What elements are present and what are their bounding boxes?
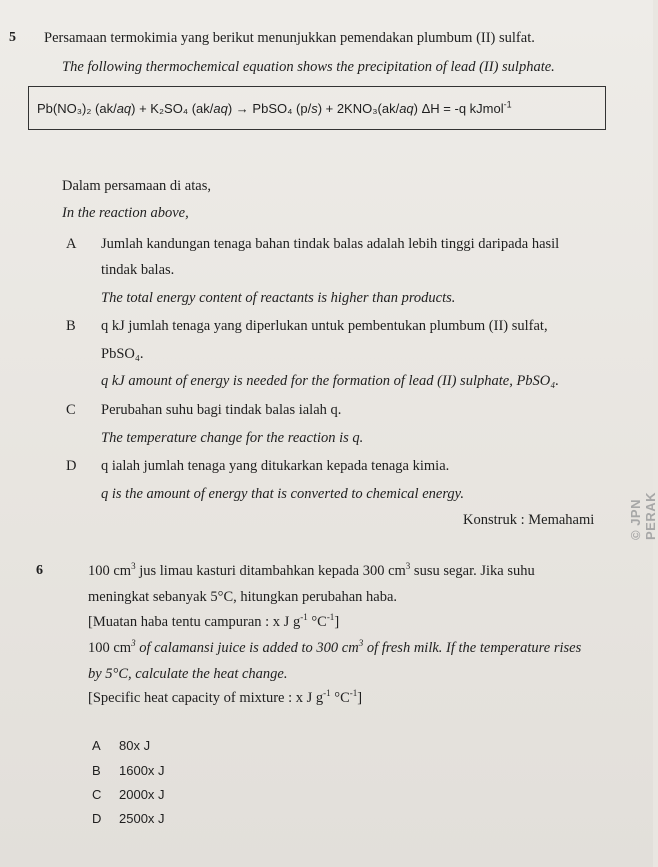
eq-aq-2: aq bbox=[213, 101, 228, 116]
q6-volume-juice: 100 cm bbox=[88, 563, 132, 579]
q5-option-b-malay-1: q kJ jumlah tenaga yang diperlukan untuk pembentukan plumbum (II) sulfat, bbox=[101, 318, 548, 334]
q6-eng-text-3b: °C bbox=[330, 690, 350, 706]
q6-eng-text-3a: [Specific heat capacity of mixture : x J g bbox=[88, 690, 324, 706]
eq-aq-1: aq bbox=[116, 101, 132, 116]
question-5-malay: Persamaan termokimia yang berikut menunjukkan pemendakan plumbum (II) sulfat. bbox=[44, 30, 535, 46]
q6-option-b-value: 1600x J bbox=[119, 763, 165, 778]
eq-delta-h: ) ΔH = -q kJmol bbox=[413, 101, 504, 116]
q6-text-1b: jus limau kasturi ditambahkan kepada 300 cm bbox=[135, 563, 406, 579]
q5-option-c-malay: Perubahan suhu bagi tindak balas ialah q. bbox=[101, 402, 342, 418]
eq-delta-exponent: -1 bbox=[503, 99, 512, 110]
q6-text-3b: °C bbox=[307, 614, 327, 630]
eq-plus1: ) + K₂SO₄ (ak/ bbox=[131, 101, 214, 116]
q6-text-1c: susu segar. Jika suhu bbox=[410, 563, 535, 579]
q6-malay-line-2: meningkat sebanyak 5°C, hitungkan perubahan haba. bbox=[88, 589, 398, 605]
construct-label: Konstruk : Memahami bbox=[463, 512, 595, 528]
q6-eng-text-1c: of fresh milk. If the temperature rises bbox=[363, 640, 582, 656]
q5-option-a-malay-2: tindak balas. bbox=[101, 262, 175, 278]
q6-eng-sup-3a: 3 bbox=[131, 638, 136, 649]
q6-sup-neg1b: -1 bbox=[326, 612, 335, 623]
q5-option-d-malay: q ialah jumlah tenaga yang ditukarkan kepada tenaga kimia. bbox=[101, 458, 450, 474]
q5-option-b-malay-2: PbSO₄. bbox=[101, 346, 144, 362]
q6-text-3a: [Muatan haba tentu campuran : x J g bbox=[88, 614, 301, 630]
q6-text-3c: ] bbox=[334, 614, 340, 630]
question-5-number: 5 bbox=[9, 30, 16, 45]
q6-eng-text-1b: of calamansi juice is added to 300 cm bbox=[135, 640, 359, 656]
q5-option-d-letter: D bbox=[66, 458, 77, 474]
q5-option-a-letter: A bbox=[66, 236, 77, 252]
q5-option-b-english: q kJ amount of energy is needed for the formation of lead (II) sulphate, PbSO₄. bbox=[101, 373, 559, 389]
eq-solid: s bbox=[311, 101, 318, 116]
q6-option-d-letter: D bbox=[92, 811, 102, 826]
q6-english-line-3 bbox=[88, 690, 362, 707]
q5-option-a-malay-1: Jumlah kandungan tenaga bahan tindak balas adalah lebih tinggi daripada hasil bbox=[101, 236, 560, 252]
q6-option-d-value: 2500x J bbox=[119, 811, 165, 826]
q6-english-line-2: by 5°C, calculate the heat change. bbox=[88, 666, 288, 682]
q6-malay-line-1 bbox=[88, 563, 535, 580]
q6-english-line-1 bbox=[88, 640, 581, 657]
q5-option-c-letter: C bbox=[66, 402, 76, 418]
stem-malay: Dalam persamaan di atas, bbox=[62, 178, 211, 194]
q5-option-b-letter: B bbox=[66, 318, 76, 334]
q6-eng-sup-neg1b: -1 bbox=[349, 688, 358, 699]
q6-sup-3a: 3 bbox=[131, 561, 136, 572]
q6-eng-volume-juice: 100 cm bbox=[88, 640, 132, 656]
eq-plus2: ) + 2KNO₃(ak/ bbox=[317, 101, 400, 116]
q6-option-c-letter: C bbox=[92, 787, 102, 802]
thermochemical-equation-box bbox=[28, 86, 606, 130]
q5-option-c-english: The temperature change for the reaction is q. bbox=[101, 430, 364, 446]
question-5-english: The following thermochemical equation shows the precipitation of lead (II) sulphate. bbox=[62, 59, 555, 75]
q6-malay-line-3 bbox=[88, 614, 339, 631]
jpn-perak-watermark: © JPN PERAK bbox=[628, 491, 658, 540]
q6-eng-text-3c: ] bbox=[357, 690, 363, 706]
eq-aq-3: aq bbox=[399, 101, 414, 116]
q6-option-c-value: 2000x J bbox=[119, 787, 165, 802]
q6-sup-3b: 3 bbox=[405, 561, 411, 572]
q6-sup-neg1a: -1 bbox=[300, 612, 308, 623]
q6-option-a-letter: A bbox=[92, 738, 101, 753]
q6-option-b-letter: B bbox=[92, 763, 101, 778]
q5-option-d-english: q is the amount of energy that is converted to chemical energy. bbox=[101, 486, 464, 502]
stem-english: In the reaction above, bbox=[62, 205, 189, 221]
q5-option-a-english: The total energy content of reactants is higher than products. bbox=[101, 290, 456, 306]
q6-option-a-value: 80x J bbox=[119, 738, 151, 753]
eq-arrow: ) → PbSO₄ (p/ bbox=[227, 101, 312, 116]
q6-eng-sup-3b: 3 bbox=[358, 638, 364, 649]
eq-reactant1: Pb(NO₃)₂ (ak/ bbox=[37, 101, 117, 116]
q6-eng-sup-neg1a: -1 bbox=[323, 688, 331, 699]
question-6-number: 6 bbox=[36, 563, 43, 578]
